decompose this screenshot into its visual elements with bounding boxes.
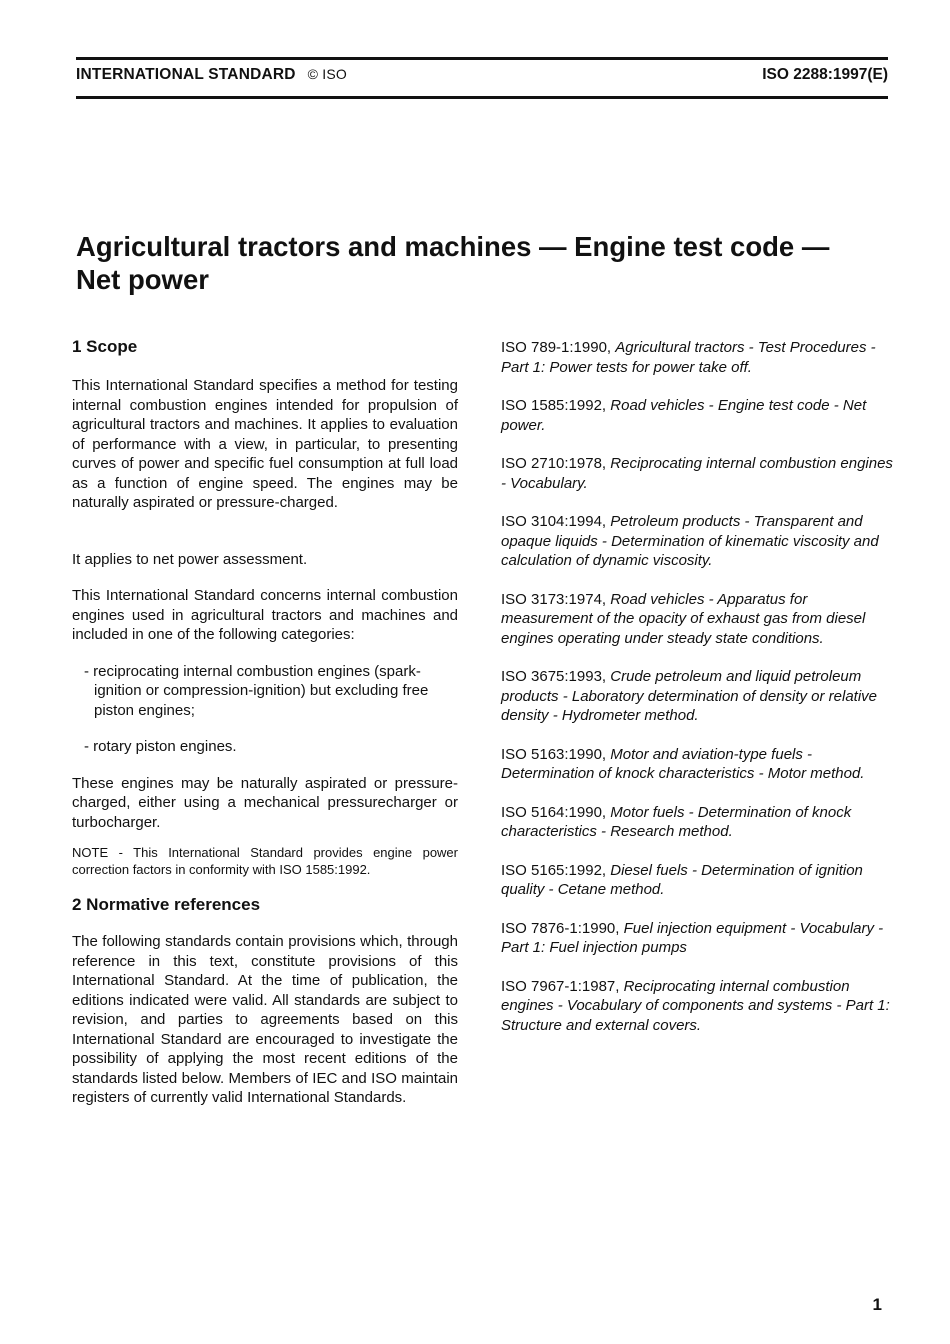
scope-heading: 1 Scope [72,337,138,356]
reference-title: Road vehicles - Apparatus for measurement of the opacity of exhaust gas from diesel engines operating under steady state conditions. [501,590,866,647]
header-top-rule [76,57,888,60]
scope-note: NOTE - This International Standard provides engine power correction factors in conformity with ISO 1585:1992. [72,845,458,877]
title-line-2: Net power [76,264,209,295]
reference-code: ISO 3104:1994, [501,513,607,530]
header-standard-text: INTERNATIONAL STANDARD [76,66,296,83]
reference-title: Diesel fuels - Determination of ignition quality - Cetane method. [501,861,863,898]
reference-code: ISO 7876-1:1990, [501,919,620,937]
reference-code: ISO 2710:1978, [501,455,607,472]
scope-paragraph-3: This International Standard concerns internal combustion engines used in agricultural tractors and machines and included in one of the following categories: [72,587,458,643]
reference-code: ISO 3173:1974, [501,590,607,608]
reference-code: ISO 7967-1:1987, [501,977,620,995]
reference-item [501,745,896,784]
normative-heading: 2 Normative references [72,895,261,914]
reference-item [501,919,896,958]
reference-item [501,590,896,649]
reference-title: Reciprocating internal combustion engines - Vocabulary of components and systems - Part 1: Structure and external covers. [501,977,890,1034]
reference-item [501,454,896,493]
page-title [76,230,906,296]
right-column [501,338,896,1054]
reference-item [501,977,896,1036]
header-standard-label [76,66,347,84]
reference-item [501,861,896,900]
reference-title: Motor fuels - Determination of knock characteristics - Research method. [501,803,852,840]
scope-paragraph-2: It applies to net power assessment. [72,550,308,568]
reference-title: Agricultural tractors - Test Procedures - Part 1: Power tests for power take off. [501,339,876,376]
header-doc-id: ISO 2288:1997(E) [762,66,888,83]
reference-item [501,803,896,842]
scope-list-item: - rotary piston engines. [84,738,237,755]
header-bottom-rule [76,96,888,99]
scope-list-item: - reciprocating internal combustion engines (spark-ignition or compression-ignition) but excluding free piston engines; [84,662,429,719]
reference-code: ISO 5164:1990, [501,803,607,821]
header-copyright: © ISO [307,66,347,82]
title-line-1: Agricultural tractors and machines — Engine test code — [76,231,830,262]
reference-code: ISO 3675:1993, [501,668,607,685]
reference-title: Petroleum products - Transparent and opaque liquids - Determination of kinematic viscosity and calculation of dynamic viscosity. [501,513,879,569]
reference-title: Motor and aviation-type fuels - Determination of knock characteristics - Motor method. [501,745,865,782]
reference-item [501,667,896,726]
page-number: 1 [872,1295,882,1314]
reference-code: ISO 789-1:1990, [501,339,612,356]
reference-title: Crude petroleum and liquid petroleum products - Laboratory determination of density or relative density - Hydrometer method. [501,668,878,724]
reference-item [501,338,896,377]
reference-code: ISO 5163:1990, [501,745,607,763]
reference-code: ISO 5165:1992, [501,861,607,879]
reference-item [501,512,896,571]
reference-title: Road vehicles - Engine test code - Net power. [501,397,867,434]
reference-code: ISO 1585:1992, [501,397,607,414]
reference-title: Fuel injection equipment - Vocabulary - Part 1: Fuel injection pumps [501,919,884,956]
reference-item [501,396,896,435]
left-column [72,336,458,1108]
reference-title: Reciprocating internal combustion engines - Vocabulary. [501,455,893,492]
scope-paragraph-1: This International Standard specifies a method for testing internal combustion engines intended for propulsion of agricultural tractors and machines. It applies to evaluation of performance with a view, in particular, to presenting curves of power and specific fuel consumption at full load as a function of engine speed. The engines may be naturally aspirated or pressure-charged. [72,377,458,511]
scope-paragraph-4: These engines may be naturally aspirated or pressure-charged, either using a mechanical pressurecharger or turbocharger. [72,774,458,831]
normative-paragraph: The following standards contain provisions which, through reference in this text, constitute provisions of this International Standard. At the time of publication, the editions indicated were valid. All standards are subject to revision, and parties to agreements based on this International Standard are encouraged to investigate the possibility of applying the most recent editions of the standards listed below. Members of IEC and ISO maintain registers of currently valid International Standards. [72,933,458,1106]
